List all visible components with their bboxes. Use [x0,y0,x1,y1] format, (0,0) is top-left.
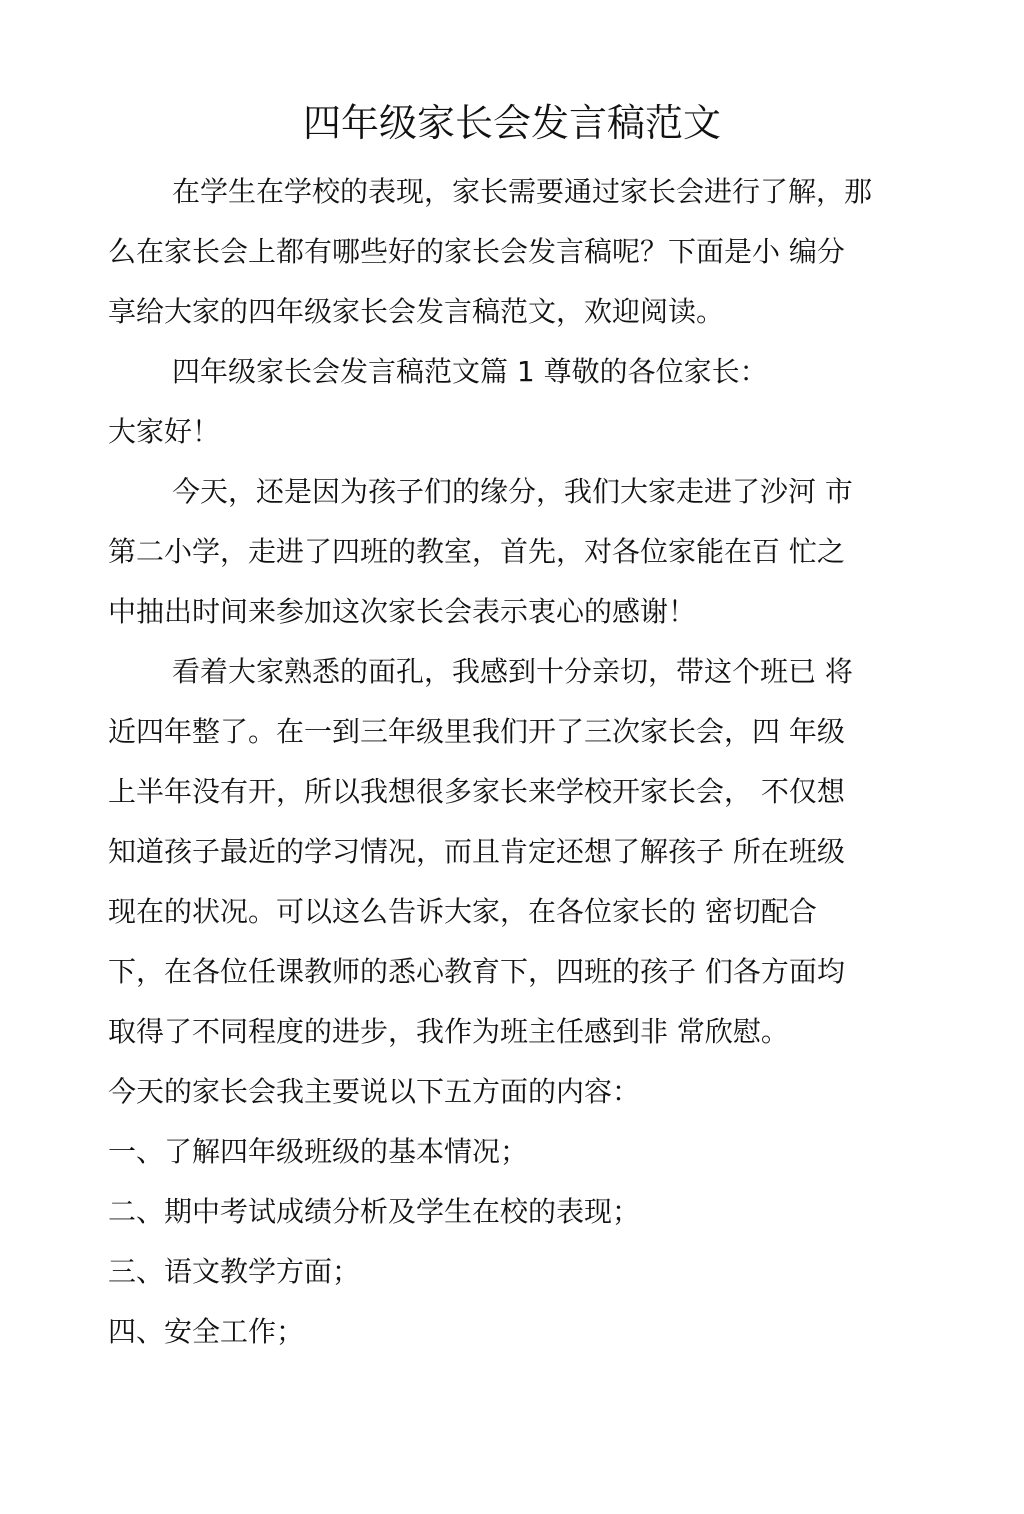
agenda-item-4: 四、安全工作； [108,1315,305,1348]
agenda-intro-line: 今天的家长会我主要说以下五方面的内容： [108,1075,641,1108]
paragraph-line-body-1: 看着大家熟悉的面孔，我感到十分亲切，带这个班已 将 [172,655,853,688]
paragraph-line-welcome-1: 今天，还是因为孩子们的缘分，我们大家走进了沙河 市 [172,475,853,508]
section-heading-line: 四年级家长会发言稿范文篇 1 尊敬的各位家长： [172,355,768,388]
paragraph-line-intro-2: 么在家长会上都有哪些好的家长会发言稿呢？下面是小 编分 [108,235,845,268]
paragraph-line-body-3: 上半年没有开，所以我想很多家长来学校开家长会， 不仅想 [108,775,845,808]
agenda-item-1: 一、了解四年级班级的基本情况； [108,1135,529,1168]
paragraph-line-body-5: 现在的状况。可以这么告诉大家，在各位家长的 密切配合 [108,895,817,928]
paragraph-line-body-4: 知道孩子最近的学习情况，而且肯定还想了解孩子 所在班级 [108,835,845,868]
greeting-line: 大家好！ [108,415,221,448]
paragraph-line-welcome-2: 第二小学，走进了四班的教室，首先，对各位家能在百 忙之 [108,535,845,568]
paragraph-line-welcome-3: 中抽出时间来参加这次家长会表示衷心的感谢！ [108,595,697,628]
paragraph-line-body-6: 下，在各位任课教师的悉心教育下，四班的孩子 们各方面均 [108,955,845,988]
agenda-item-3: 三、语文教学方面； [108,1255,361,1288]
agenda-item-2: 二、期中考试成绩分析及学生在校的表现； [108,1195,641,1228]
paragraph-line-body-7: 取得了不同程度的进步，我作为班主任感到非 常欣慰。 [108,1015,789,1048]
document-title: 四年级家长会发言稿范文 [302,101,721,145]
paragraph-line-intro-3: 享给大家的四年级家长会发言稿范文，欢迎阅读。 [108,295,725,328]
paragraph-line-intro-1: 在学生在学校的表现，家长需要通过家长会进行了解，那 [172,175,873,208]
paragraph-line-body-2: 近四年整了。在一到三年级里我们开了三次家长会，四 年级 [108,715,845,748]
